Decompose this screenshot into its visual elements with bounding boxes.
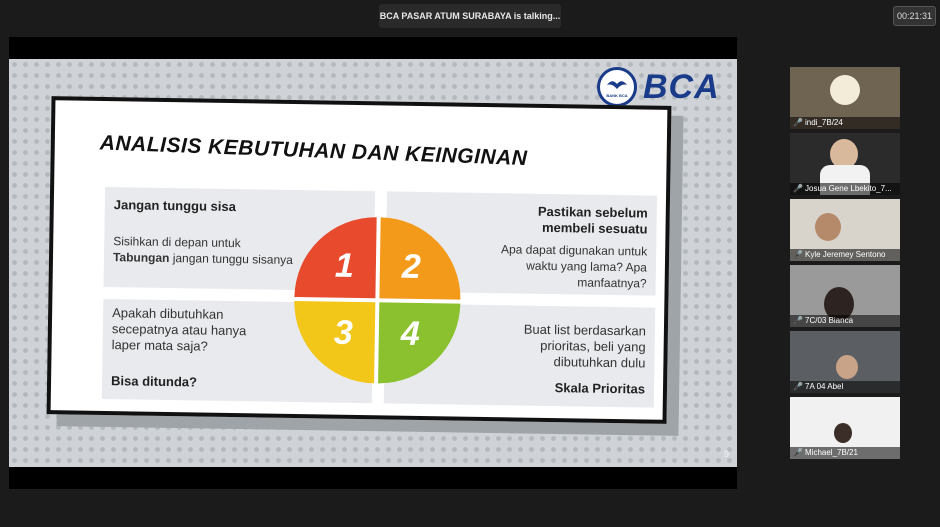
participant-name: 🎤 indi_7B/24 [790, 117, 900, 129]
quadrant-4-heading: Buat list berdasarkan prioritas, beli yang dibutuhkan dulu [523, 321, 647, 371]
mic-muted-icon: 🎤 [793, 382, 803, 391]
participant-name: 🎤 Michael_7B/21 [790, 447, 900, 459]
participant-name: 🎤 7C/03 Bianca [790, 315, 900, 327]
quadrant-1-heading: Jangan tunggu sisa [113, 197, 237, 215]
slide-title: ANALISIS KEBUTUHAN DAN KEINGINAN [99, 131, 528, 171]
shared-screen[interactable] [9, 37, 737, 489]
mic-muted-icon: 🎤 [793, 184, 803, 193]
quadrant-1-body: Sisihkan di depan untuk Tabungan jangan tunggu sisanya [112, 234, 293, 267]
participant-tile[interactable] [790, 397, 900, 459]
mic-muted-icon: 🎤 [793, 118, 803, 127]
participant-name: 🎤 7A 04 Abel [790, 381, 900, 393]
participant-tile[interactable] [790, 133, 900, 195]
quadrant-2-heading: Pastikan sebelum membeli sesuatu [537, 203, 648, 237]
circle-segment-1: 1 [294, 216, 376, 298]
circle-segment-3: 3 [293, 301, 375, 383]
meeting-timer: 00:21:31 [893, 6, 936, 26]
slide-page-number: 9 [723, 449, 729, 459]
participant-name: 🎤 Josua Gene Lbekito_7... [790, 183, 900, 195]
presentation-slide [9, 59, 737, 467]
bca-emblem-icon: BANK BCA [597, 67, 637, 107]
participant-tile[interactable] [790, 67, 900, 129]
participant-tile[interactable] [790, 265, 900, 327]
bca-wordmark: BCA [643, 67, 720, 106]
quadrant-3-footer: Bisa ditunda? [110, 373, 198, 390]
quadrant-3-heading: Apakah dibutuhkan secepatnya atau hanya laper mata saja? [111, 305, 247, 354]
numbered-circle [293, 216, 462, 385]
content-card [47, 96, 672, 424]
mic-muted-icon: 🎤 [793, 250, 803, 259]
bca-logo [597, 67, 720, 107]
mic-muted-icon: 🎤 [793, 316, 803, 325]
active-speaker-indicator: BCA PASAR ATUM SURABAYA is talking... [379, 4, 561, 28]
quadrant-2-body: Apa dapat digunakan untuk waktu yang lama? Apa manfaatnya? [500, 242, 648, 291]
circle-segment-2: 2 [379, 217, 461, 299]
quadrant-4-footer: Skala Prioritas [554, 380, 646, 397]
circle-segment-4: 4 [378, 302, 460, 384]
participant-name: 🎤 Kyle Jeremey Sentono [790, 249, 900, 261]
participant-tile[interactable] [790, 331, 900, 393]
mic-muted-icon: 🎤 [793, 448, 803, 457]
participant-tile[interactable] [790, 199, 900, 261]
